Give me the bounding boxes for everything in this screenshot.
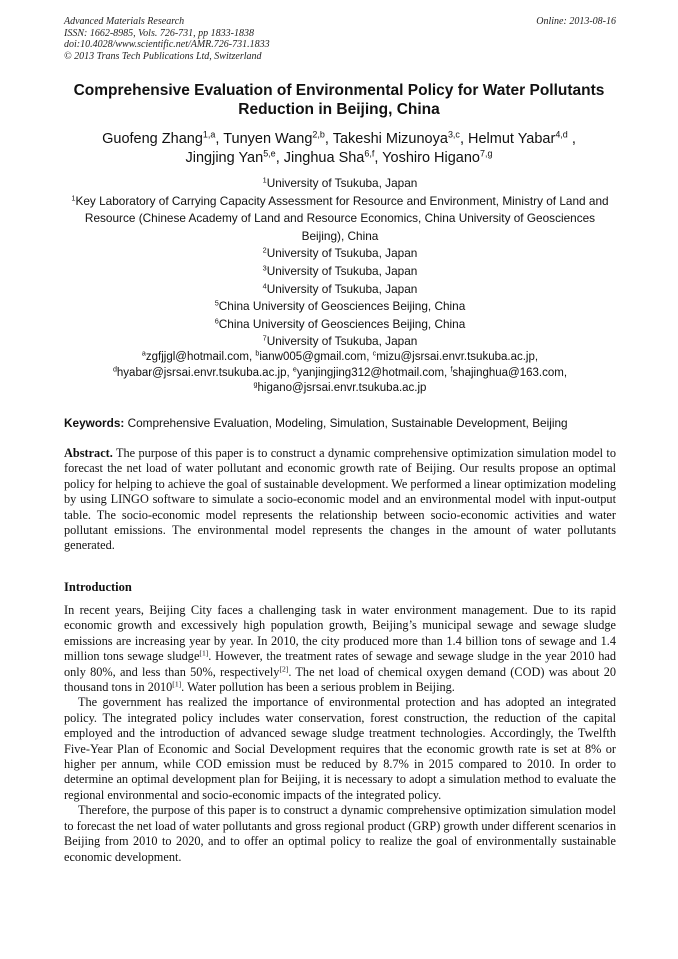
author-affil-sup: 4,d <box>555 129 568 140</box>
abstract-label: Abstract. <box>64 446 113 460</box>
author: Tunyen Wang$^{2,b}$, <box>223 129 333 147</box>
email-entry: $^b$ianw005@gmail.com, <box>255 349 373 363</box>
affiliation <box>62 193 618 246</box>
author: Takeshi Mizunoya$^{3,c}$, <box>332 129 468 147</box>
affiliation <box>62 263 618 281</box>
affiliation-sup: 2 <box>262 246 267 255</box>
affiliation <box>62 245 618 263</box>
introduction-paragraph-2: The government has realized the importance of environmental protection and has adopted an integrated policy. The integrated policy includes water conservation, forest construction, the reduction of the capital employed and the introduction of advanced sewage sludge treatment technologies. Accordingly, the Twelfth Five-Year Plan of Economic and Social Development requires that the economic growth rate is set at 8% or higher per annum, while COD emission must be reduced by 8.7% in 2015 compared to 2010. In order to determine an optimal development plan for Beijing, it is necessary to adopt a simulation method to evaluate the regional environmental and socio-economic impacts of the integrated policy. <box>64 695 616 802</box>
email-address[interactable]: yanjingjing312@hotmail.com <box>296 366 445 379</box>
email-entry: $^c$mizu@jsrsai.envr.tsukuba.ac.jp, <box>372 349 539 363</box>
citation-ref[interactable]: [2] <box>279 664 289 674</box>
affiliation <box>62 298 618 316</box>
email-address[interactable]: higano@jsrsai.envr.tsukuba.ac.jp <box>257 382 427 394</box>
email-list <box>62 350 618 397</box>
author-list <box>40 130 638 168</box>
email-sup: d <box>112 365 117 374</box>
email-entry: $^e$yanjingjing312@hotmail.com, <box>292 365 451 379</box>
author-affil-sup: 2,b <box>312 129 325 140</box>
intro-text: . However, the treatment rates of sewage and sewage sludge in the year 2010 had only 80%, and less than 50%, respectively <box>64 649 617 679</box>
paper-title: Comprehensive Evaluation of Environmental Policy for Water Pollutants Reduction in Beijing, China <box>73 82 605 118</box>
journal-header <box>64 16 270 62</box>
affiliation-list <box>62 175 618 351</box>
affiliation <box>62 281 618 299</box>
introduction-paragraph-3: Therefore, the purpose of this paper is to construct a dynamic comprehensive optimization simulation model to forecast the net load of water pollutants and gross regional product (GRP) growth under different scenarios in Beijing from 2010 to 2020, and to offer an optimal policy to realize the goal of environmentally sustainable economic development. <box>64 803 616 864</box>
author: Guofeng Zhang$^{1,a}$, <box>102 129 224 147</box>
affiliation-text: China University of Geosciences Beijing, China <box>218 299 466 314</box>
affiliation <box>62 316 618 334</box>
citation-ref[interactable]: [1] <box>172 679 182 689</box>
introduction-heading: Introduction <box>64 580 132 594</box>
affiliation-sup: 3 <box>262 263 267 273</box>
intro-text: . The net load of chemical oxygen demand (COD) was about 20 thousand tons in 2010 <box>64 664 616 695</box>
affiliation <box>62 175 618 193</box>
author-name: Yoshiro Higano <box>382 150 480 166</box>
introduction-paragraph-1 <box>64 603 616 695</box>
author-name: Tunyen Wang <box>223 131 313 147</box>
email-sup: g <box>253 380 258 389</box>
copyright-line: © 2013 Trans Tech Publications Ltd, Switzerland <box>64 50 262 62</box>
email-entry <box>254 382 427 394</box>
email-address[interactable]: zgfjjgl@hotmail.com <box>145 351 249 363</box>
affiliation-sup: 6 <box>214 316 219 326</box>
email-sup: b <box>255 349 260 358</box>
email-address[interactable]: mizu@jsrsai.envr.tsukuba.ac.jp <box>376 351 535 363</box>
author: Jinghua Sha$^{6,f}$, <box>283 148 383 166</box>
author <box>382 150 492 166</box>
email-entry: $^a$zgfjjgl@hotmail.com, <box>141 349 256 363</box>
affiliation-sup: 4 <box>262 281 267 291</box>
keywords-label: Keywords: <box>64 416 125 430</box>
issn-line: ISSN: 1662-8985, Vols. 726-731, pp 1833-1838 <box>64 27 254 39</box>
abstract-text: The purpose of this paper is to construct a dynamic comprehensive optimization simulation model to forecast the net load of water pollutant and economic growth rate of Beijing. Our results propose an optimal policy for helping to achieve the goal of sustainable development. We performed a linear optimization modeling by using LINGO software to simulate a socio-economic model and an environmental model with input-output table. The socio-economic model represents the relationship between socio-economic activities and water pollutant emissions. The environmental model represents the changes in the amount of water pollutants generated. <box>64 446 616 553</box>
email-address[interactable]: shajinghua@163.com <box>452 366 564 379</box>
introduction-body <box>64 603 616 865</box>
journal-name: Advanced Materials Research <box>64 16 185 27</box>
keywords-text: Comprehensive Evaluation, Modeling, Simulation, Sustainable Development, Beijing <box>127 416 568 430</box>
affiliation-sup: 1 <box>262 175 267 185</box>
affiliation-text: University of Tsukuba, Japan <box>266 263 418 278</box>
author-affil-sup: 5,e <box>263 148 276 159</box>
author-name: Takeshi Mizunoya <box>332 131 448 147</box>
email-address[interactable]: ianw005@gmail.com <box>259 351 367 363</box>
affiliation-text: China University of Geosciences Beijing, China <box>218 316 466 331</box>
affiliation-sup: 1 <box>71 193 76 203</box>
author-name: Jingjing Yan <box>185 150 264 166</box>
intro-text: In recent years, Beijing City faces a challenging task in water environment management. Due to its rapid economic growth and excessively high population growth, Beijing’s municipal sewage and sewage sludge emissions are increasing year by year. In 2010, the city produced more than 1.4 billion tons of sewage and 1.4 million tons sewage sludge <box>64 603 616 664</box>
author: Jingjing Yan$^{5,e}$, <box>185 148 284 166</box>
email-sup: e <box>292 365 297 374</box>
affiliation-sup: 7 <box>262 333 267 343</box>
email-sup: c <box>372 349 377 358</box>
author-affil-sup: 7,g <box>479 148 493 159</box>
author-name: Guofeng Zhang <box>102 131 203 147</box>
intro-text: . Water pollution has been a serious problem in Beijing. <box>181 680 455 695</box>
author: Helmut Yabar$^{4,d}$ , <box>468 129 576 147</box>
email-entry: $^d$hyabar@jsrsai.envr.tsukuba.ac.jp, <box>112 365 293 379</box>
affiliation-sup: 5 <box>214 298 219 308</box>
affiliation <box>62 333 618 351</box>
affiliation-text: University of Tsukuba, Japan <box>266 246 418 261</box>
email-address[interactable]: hyabar@jsrsai.envr.tsukuba.ac.jp <box>116 366 287 379</box>
affiliation-text: Key Laboratory of Carrying Capacity Assessment for Resource and Environment, Ministry of Land and Resource (Chinese Academy of Land and Resource Economics, China University of Geosciences Beijing), China <box>75 193 609 243</box>
online-date: Online: 2013-08-16 <box>536 16 616 27</box>
email-sup: a <box>141 349 146 358</box>
author-name: Jinghua Sha <box>283 150 365 166</box>
affiliation-text: University of Tsukuba, Japan <box>266 281 418 296</box>
author-affil-sup: 1,a <box>202 129 216 140</box>
doi-line[interactable]: doi:10.4028/www.scientific.net/AMR.726-731.1833 <box>64 39 270 50</box>
abstract <box>64 446 616 554</box>
author-affil-sup: 6,f <box>364 148 375 159</box>
keywords <box>64 415 616 431</box>
author-name: Helmut Yabar <box>468 131 556 147</box>
email-entry: $^f$shajinghua@163.com, <box>450 365 568 379</box>
citation-ref[interactable]: [1] <box>199 648 209 658</box>
email-sup: f <box>450 365 453 374</box>
author-affil-sup: 3,c <box>447 129 460 140</box>
affiliation-text: University of Tsukuba, Japan <box>266 176 418 190</box>
affiliation-text: University of Tsukuba, Japan <box>266 334 418 349</box>
